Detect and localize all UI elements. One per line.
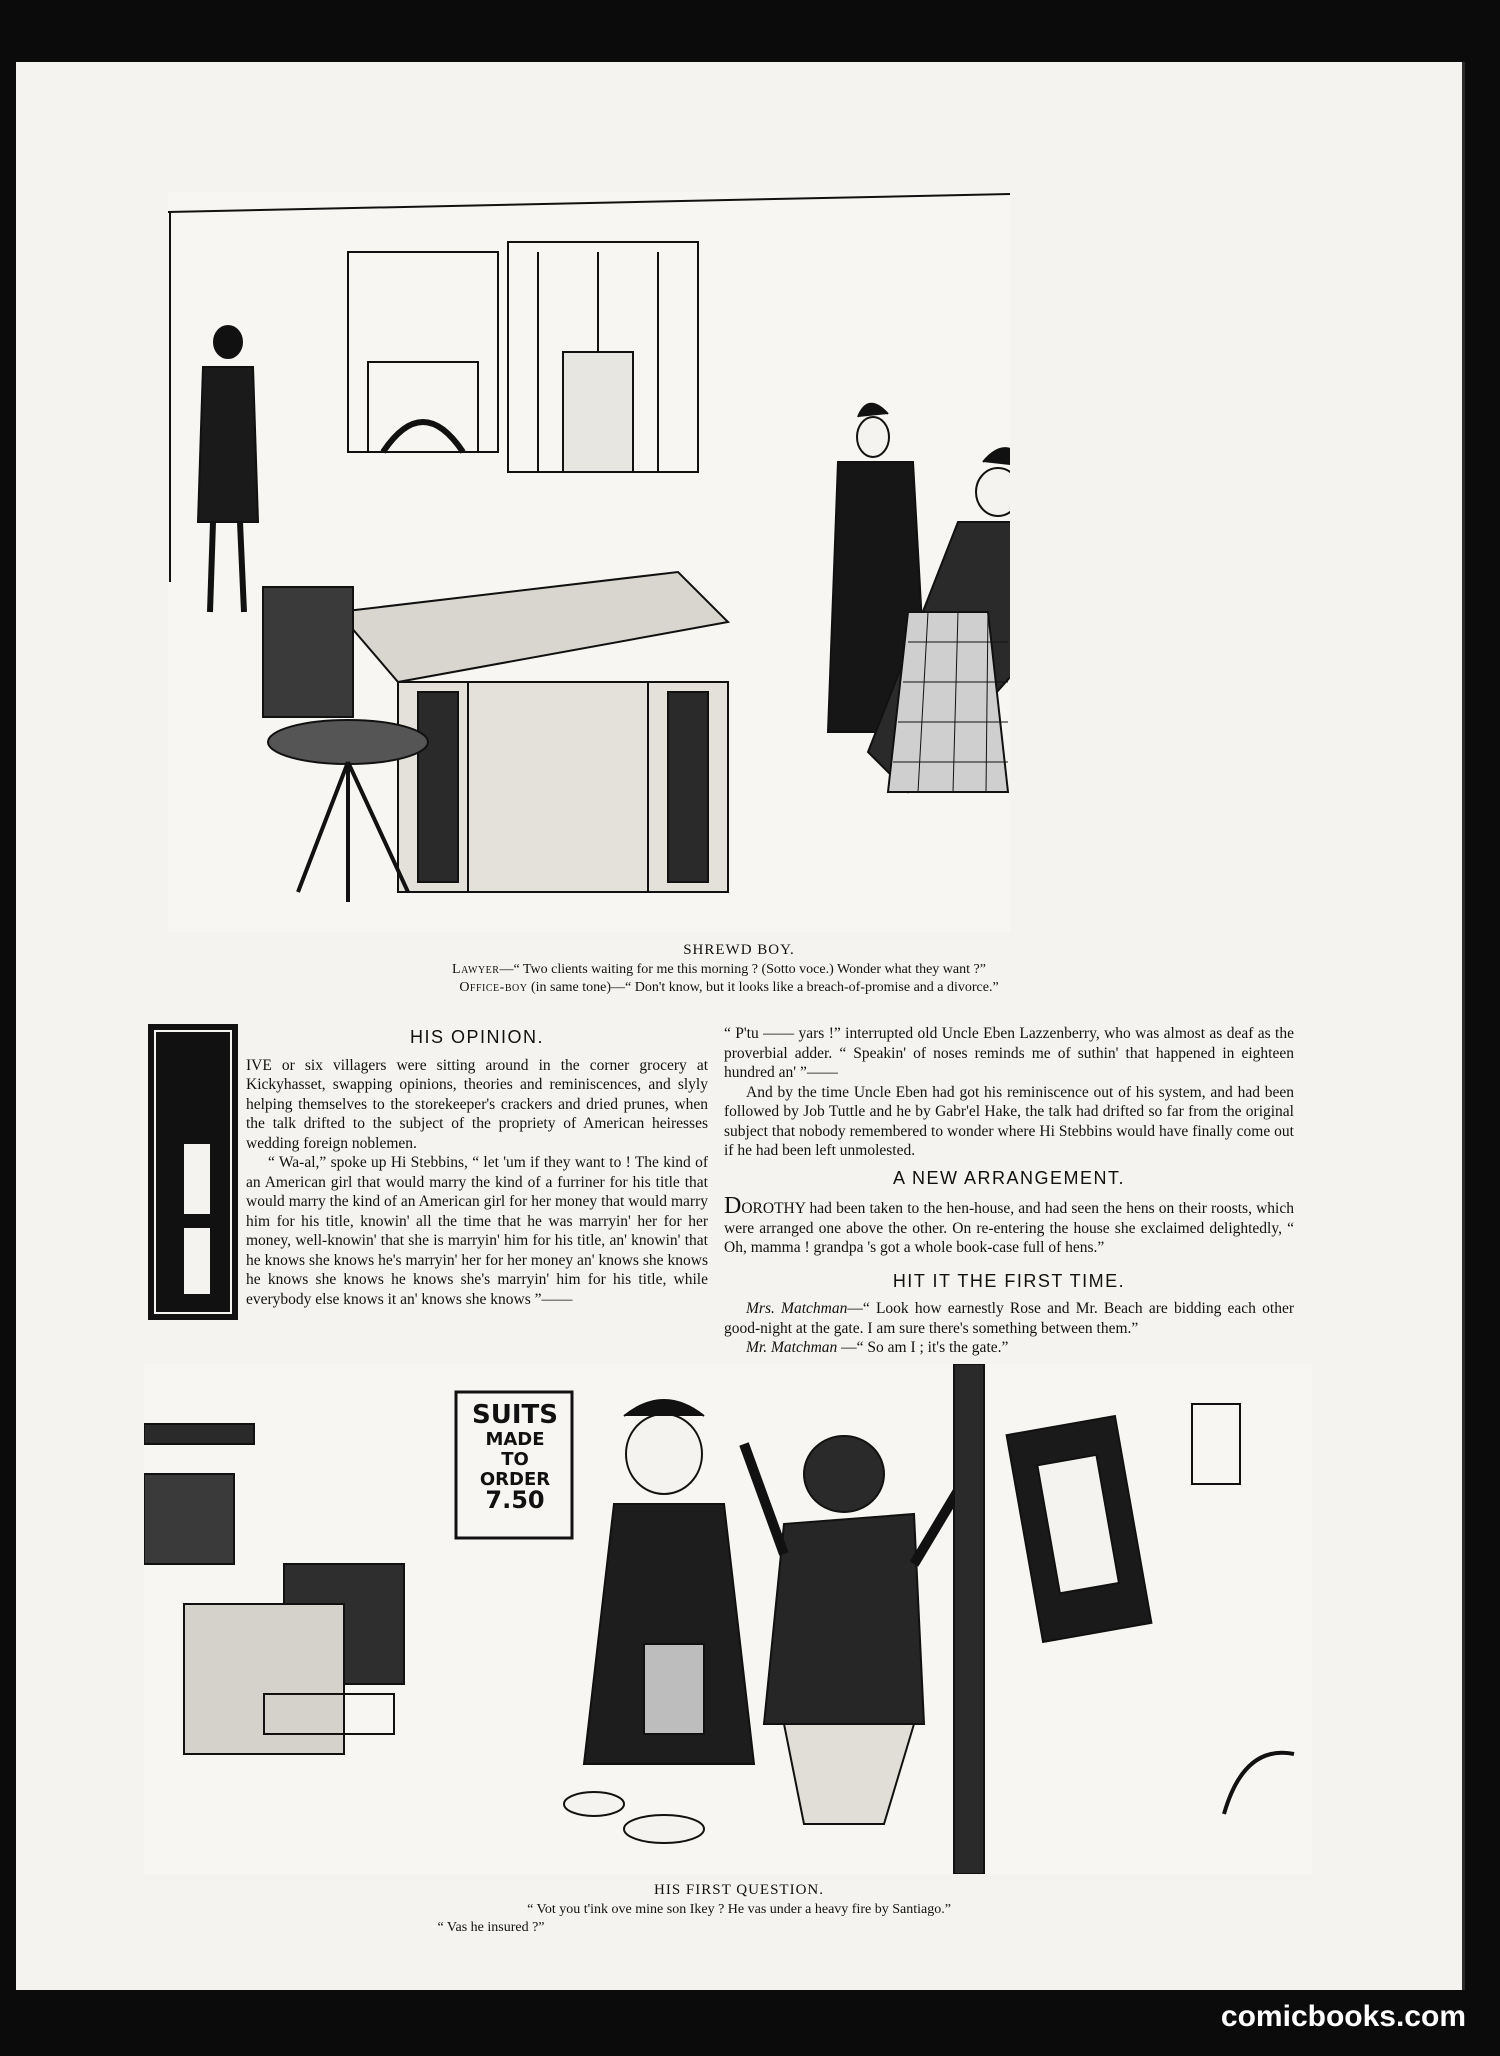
column-left (148, 1024, 708, 1322)
magazine-page (16, 62, 1465, 1990)
hit-it-line2: Mr. Matchman —“ So am I ; it's the gate.” (746, 1339, 1009, 1356)
caption-line-lawyer (0, 962, 1442, 978)
speaker-mrs-matchman: Mrs. Matchman (746, 1300, 848, 1317)
heading-new-arrangement: A NEW ARRANGEMENT. (892, 1167, 1126, 1188)
his-opinion-p2: “ Wa-al,” spoke up Hi Stebbins, “ let 'um if they want to ! The kind of an American girl that would marry the kind of a furriner for his title that would marry the kind of an American girl for her money that would marry him for his title, knowin' all the time that he was marryin' her for her money, well-knowin' that she is marryin' him for his title, an' knowin' that he knows she knows he's marryin' her for her money an' knows she knows he knows she knows he knows she's marryin' him for his title, while everybody else knows it an' knows she knows ”—— (246, 1154, 708, 1308)
caption-shrewd-boy (16, 942, 1462, 1002)
column-right (724, 1024, 1294, 1358)
illustration-shrewd-boy (168, 192, 1010, 932)
caption-line-question: “ Vot you t'ink ove mine son Ikey ? He vas under a heavy fire by Santiago.” (527, 1902, 951, 1917)
sign-line-3: TO (501, 1449, 529, 1470)
caption-title: SHREWD BOY. (683, 942, 795, 958)
suits-sign (459, 1400, 571, 1514)
heading-his-opinion: HIS OPINION. (409, 1027, 544, 1047)
his-opinion-p1: IVE or six villagers were sitting around in the corner grocery at Kickyhasset, swapping opinions, theories and reminiscences, and slyly helping themselves to the storekeeper's crackers and dried prunes, when the talk drifted to the subject of the propriety of American heiresses wedding foreign noblemen. (246, 1056, 708, 1152)
speaker-mr-matchman: Mr. Matchman (746, 1339, 838, 1356)
caption-his-first-question (16, 1882, 1462, 1942)
caption-title-bottom: HIS FIRST QUESTION. (654, 1882, 824, 1898)
tailor-shop-drawing (144, 1364, 1312, 1874)
law-office-drawing (168, 192, 1010, 932)
sign-line-1: SUITS (472, 1400, 558, 1430)
line-office-boy: (in same tone)—“ Don't know, but it looks like a breach-of-promise and a divorce.” (527, 980, 999, 995)
his-opinion-p3-cont: “ P'tu —— yars !” interrupted old Uncle Eben Lazzenberry, who was almost as deaf as the proverbial adder. “ Speakin' of noses reminds me of suthin' that happened in eighteen hundred an' ”—— (724, 1025, 1294, 1081)
speaker-lawyer: Lawyer (452, 962, 500, 977)
his-opinion-p4: And by the time Uncle Eben had got his reminiscence out of his system, and had been followed by Job Tuttle and he by Gabr'el Hake, the talk had drifted so far from the original subject that nobody remembered to wonder where Hi Stebbins would have finally come out if he had been left unmolested. (724, 1083, 1294, 1159)
illustration-his-first-question (144, 1364, 1312, 1874)
caption-line-answer: “ Vas he insured ?” (437, 1920, 545, 1935)
caption-line-office-boy (6, 980, 1452, 996)
heading-hit-it-first-time: HIT IT THE FIRST TIME. (892, 1270, 1126, 1291)
sign-line-5: 7.50 (485, 1486, 545, 1514)
hit-it-line1: Mrs. Matchman—“ Look how earnestly Rose and Mr. Beach are bidding each other good-night at the gate. I am sure there's something between them.” (724, 1300, 1294, 1337)
ornamental-dropcap-F (148, 1024, 238, 1320)
new-arrangement-p1: DOROTHY had been taken to the hen-house, and had seen the hens on their roosts, which were arranged one above the other. On re-entering the house she exclaimed delightedly, “ Oh, mamma ! grandpa 's got a whole book-case full of hens.” (724, 1193, 1294, 1256)
sign-line-2: MADE (485, 1429, 545, 1450)
watermark: comicbooks.com (1220, 2000, 1466, 2033)
line-lawyer: —“ Two clients waiting for me this morning ? (Sotto voce.) Wonder what they want ?” (499, 962, 986, 977)
dropcap-D: D (724, 1193, 742, 1219)
sign-line-4: ORDER (479, 1469, 551, 1490)
speaker-office-boy: Office-boy (459, 980, 528, 995)
